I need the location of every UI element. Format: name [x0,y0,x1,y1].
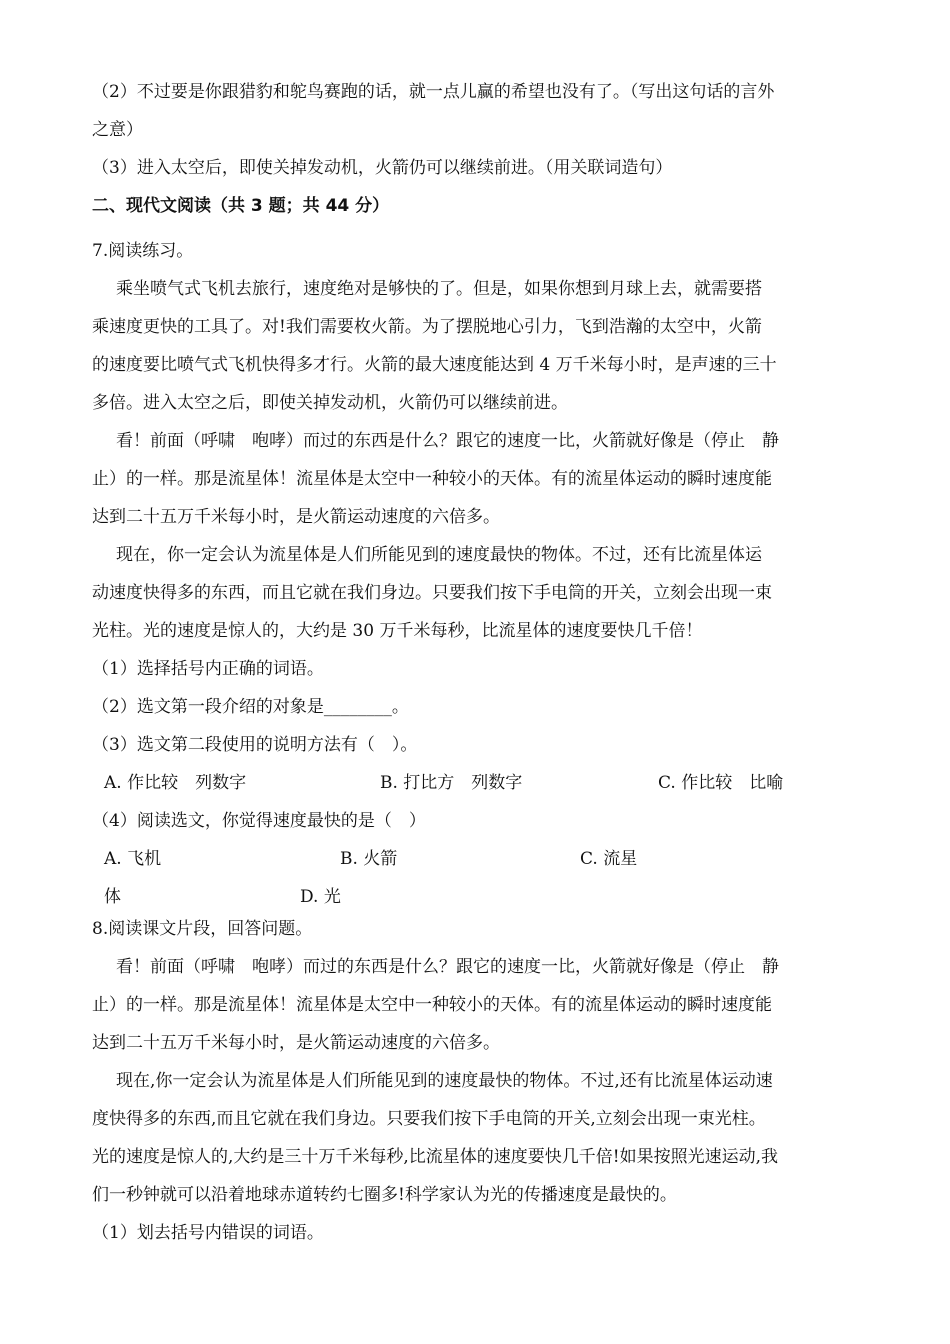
q8-question-1: （1）划去括号内错误的词语。 [92,1223,324,1243]
q8-passage-line: 止）的一样。那是流星体！流星体是太空中一种较小的天体。有的流星体运动的瞬时速度能 [92,995,772,1015]
q7-passage-line: 乘速度更快的工具了。对!我们需要枚火箭。为了摆脱地心引力，飞到浩瀚的太空中，火箭 [92,317,762,337]
q6-item3: （3）进入太空后，即使关掉发动机，火箭仍可以继续前进。（用关联词造句） [92,158,673,178]
q7-q4-option-d[interactable]: D. 光 [300,887,341,907]
q7-passage-line: 光柱。光的速度是惊人的，大约是 30 万千米每秒，比流星体的速度要快几千倍！ [92,621,703,641]
q7-question-3: （3）选文第二段使用的说明方法有（ ）。 [92,735,418,755]
q7-q4-option-b[interactable]: B. 火箭 [340,849,398,869]
q8-passage-line: 达到二十五万千米每小时，是火箭运动速度的六倍多。 [92,1033,500,1053]
q8-passage-line: 度快得多的东西,而且它就在我们身边。只要我们按下手电筒的开关,立刻会出现一束光柱。 [92,1109,766,1129]
q7-passage-line: 多倍。进入太空之后，即使关掉发动机，火箭仍可以继续前进。 [92,393,568,413]
q6-item2-line1: （2）不过要是你跟猎豹和鸵鸟赛跑的话，就一点儿赢的希望也没有了。（写出这句话的言外 [92,82,775,102]
q8-passage-line: 看！前面（呼啸 咆哮）而过的东西是什么？跟它的速度一比，火箭就好像是（停止 静 [116,957,779,977]
q7-passage-line: 看！前面（呼啸 咆哮）而过的东西是什么？跟它的速度一比，火箭就好像是（停止 静 [116,431,779,451]
q8-title: 8.阅读课文片段，回答问题。 [92,919,313,939]
q8-passage-line: 们一秒钟就可以沿着地球赤道转约七圈多!科学家认为光的传播速度是最快的。 [92,1185,677,1205]
q7-title: 7.阅读练习。 [92,241,194,261]
q8-passage-line: 光的速度是惊人的,大约是三十万千米每秒,比流星体的速度要快几千倍!如果按照光速运动,我 [92,1147,779,1167]
q6-item2-line2: 之意） [92,120,143,140]
q7-passage-line: 的速度要比喷气式飞机快得多才行。火箭的最大速度能达到 4 万千米每小时，是声速的三十 [92,355,777,375]
q8-passage-line: 现在,你一定会认为流星体是人们所能见到的速度最快的物体。不过,还有比流星体运动速 [116,1071,773,1091]
q7-passage-line: 动速度快得多的东西，而且它就在我们身边。只要我们按下手电筒的开关，立刻会出现一束 [92,583,772,603]
q7-q3-option-b[interactable]: B. 打比方 列数字 [380,773,523,793]
q7-q3-option-a[interactable]: A. 作比较 列数字 [104,773,247,793]
q7-question-4: （4）阅读选文，你觉得速度最快的是（ ） [92,811,426,831]
q7-passage-line: 现在，你一定会认为流星体是人们所能见到的速度最快的物体。不过，还有比流星体运 [116,545,762,565]
q7-q4-option-c[interactable]: C. 流星 [580,849,638,869]
q7-question-2: （2）选文第一段介绍的对象是________。 [92,697,409,717]
q7-q4-option-c-wrap: 体 [104,887,121,907]
q7-q4-option-a[interactable]: A. 飞机 [104,849,162,869]
q7-question-1: （1）选择括号内正确的词语。 [92,659,324,679]
q7-q3-option-c[interactable]: C. 作比较 比喻 [658,773,784,793]
section-title: 二、现代文阅读（共 3 题；共 44 分） [92,196,390,216]
q7-passage-line: 达到二十五万千米每小时，是火箭运动速度的六倍多。 [92,507,500,527]
q7-passage-line: 止）的一样。那是流星体！流星体是太空中一种较小的天体。有的流星体运动的瞬时速度能 [92,469,772,489]
q7-passage-line: 乘坐喷气式飞机去旅行，速度绝对是够快的了。但是，如果你想到月球上去，就需要搭 [116,279,762,299]
